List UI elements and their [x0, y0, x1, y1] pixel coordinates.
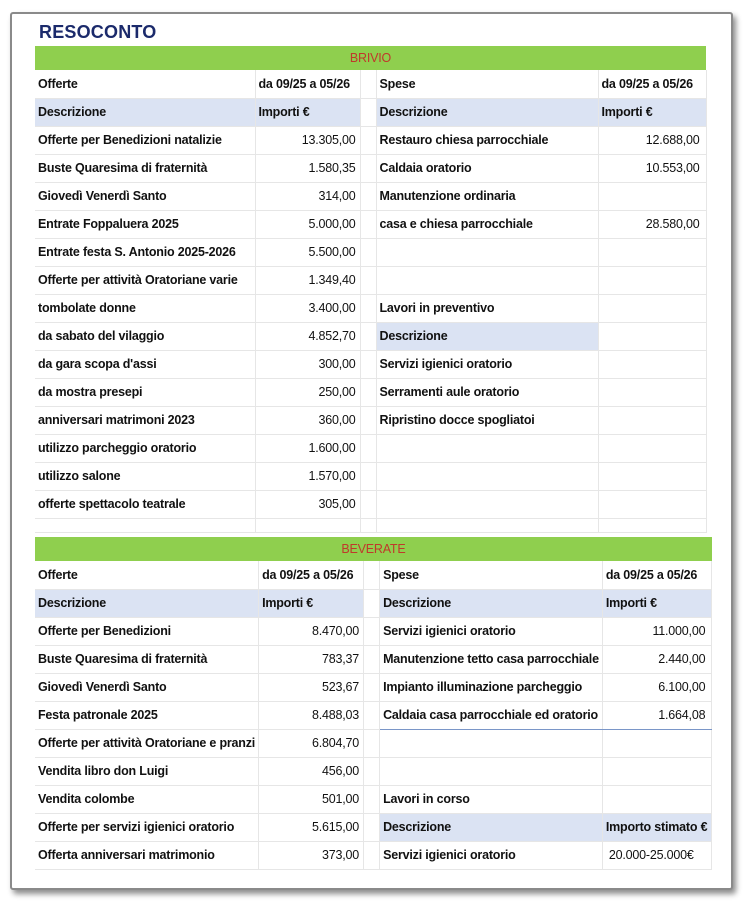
- spesa-importo: 20.000-25.000€: [602, 841, 711, 869]
- offerta-importo: 1.580,35: [255, 154, 360, 182]
- spesa-importo: 6.100,00: [602, 673, 711, 701]
- spesa-descrizione: Impianto illuminazione parcheggio: [380, 673, 603, 701]
- offerta-importo: 305,00: [255, 490, 360, 518]
- column-header-importi: Importi €: [598, 98, 706, 126]
- spesa-importo: [598, 238, 706, 266]
- spesa-importo: 12.688,00: [598, 126, 706, 154]
- offerta-importo: 8.470,00: [259, 617, 364, 645]
- offerta-importo: 5.500,00: [255, 238, 360, 266]
- offerta-importo: 501,00: [259, 785, 364, 813]
- offerta-importo: 360,00: [255, 406, 360, 434]
- offerta-descrizione: Entrate Foppaluera 2025: [35, 210, 255, 238]
- spesa-importo: 28.580,00: [598, 210, 706, 238]
- spesa-importo: [598, 462, 706, 490]
- spesa-importo: [598, 182, 706, 210]
- spesa-descrizione: Caldaia oratorio: [376, 154, 598, 182]
- offerta-importo: 300,00: [255, 350, 360, 378]
- table-row: [35, 210, 706, 238]
- offerta-importo: 6.804,70: [259, 729, 364, 757]
- spesa-importo: [598, 490, 706, 518]
- table-row: [35, 406, 706, 434]
- offerta-importo: 250,00: [255, 378, 360, 406]
- table-row: [35, 701, 712, 729]
- column-header-descrizione: Descrizione: [376, 98, 598, 126]
- table-row: [35, 378, 706, 406]
- table-row: [35, 182, 706, 210]
- spese-caption: Spese: [380, 561, 603, 589]
- offerta-importo: 4.852,70: [255, 322, 360, 350]
- spesa-importo: [598, 294, 706, 322]
- offerta-importo: 5.000,00: [255, 210, 360, 238]
- offerta-descrizione: Offerte per attività Oratoriane e pranzi: [35, 729, 259, 757]
- spesa-importo: 10.553,00: [598, 154, 706, 182]
- spesa-descrizione: Descrizione: [376, 322, 598, 350]
- table-row: [35, 294, 706, 322]
- offerta-importo: 1.349,40: [255, 266, 360, 294]
- spesa-descrizione: Descrizione: [380, 813, 603, 841]
- spesa-descrizione: [380, 757, 603, 785]
- spesa-descrizione: [380, 729, 603, 757]
- offerta-importo: 5.615,00: [259, 813, 364, 841]
- offerte-period: da 09/25 a 05/26: [259, 561, 364, 589]
- table-row: [35, 841, 712, 869]
- table-row: [35, 462, 706, 490]
- table-row: [35, 757, 712, 785]
- spesa-descrizione: [376, 434, 598, 462]
- spacer-row: [35, 518, 706, 532]
- table-row: [35, 350, 706, 378]
- column-header-descrizione: Descrizione: [35, 98, 255, 126]
- spesa-descrizione: Lavori in preventivo: [376, 294, 598, 322]
- offerta-importo: 3.400,00: [255, 294, 360, 322]
- table-row: [35, 729, 712, 757]
- column-header-importi: Importi €: [255, 98, 360, 126]
- table-row: [35, 490, 706, 518]
- spesa-descrizione: Restauro chiesa parrocchiale: [376, 126, 598, 154]
- spesa-descrizione: [376, 462, 598, 490]
- spesa-importo: [598, 266, 706, 294]
- beverate-table: [35, 537, 712, 870]
- offerta-descrizione: Offerte per Benedizioni natalizie: [35, 126, 255, 154]
- spesa-importo: Importo stimato €: [602, 813, 711, 841]
- table-row: [35, 238, 706, 266]
- spese-caption: Spese: [376, 70, 598, 98]
- spesa-importo: [598, 350, 706, 378]
- spesa-descrizione: [376, 490, 598, 518]
- table-row: [35, 645, 712, 673]
- offerta-descrizione: Giovedì Venerdì Santo: [35, 673, 259, 701]
- table-row: [35, 322, 706, 350]
- spesa-importo: [598, 406, 706, 434]
- offerte-period: da 09/25 a 05/26: [255, 70, 360, 98]
- offerta-descrizione: anniversari matrimoni 2023: [35, 406, 255, 434]
- table-row: [35, 673, 712, 701]
- offerta-descrizione: Offerte per Benedizioni: [35, 617, 259, 645]
- spesa-descrizione: Manutenzione tetto casa parrocchiale: [380, 645, 603, 673]
- table-row: [35, 126, 706, 154]
- spesa-descrizione: Servizi igienici oratorio: [376, 350, 598, 378]
- report-title: RESOCONTO: [39, 22, 157, 42]
- spesa-importo: 11.000,00: [602, 617, 711, 645]
- offerta-descrizione: Buste Quaresima di fraternità: [35, 154, 255, 182]
- spesa-descrizione: [376, 238, 598, 266]
- brivio-table: [35, 46, 707, 533]
- spesa-importo: 1.664,08: [602, 701, 711, 729]
- offerta-importo: 13.305,00: [255, 126, 360, 154]
- offerte-caption: Offerte: [35, 70, 255, 98]
- spesa-descrizione: [376, 266, 598, 294]
- offerta-descrizione: Offerta anniversari matrimonio: [35, 841, 259, 869]
- offerta-importo: 373,00: [259, 841, 364, 869]
- spesa-importo: [602, 785, 711, 813]
- spesa-descrizione: Serramenti aule oratorio: [376, 378, 598, 406]
- offerte-caption: Offerte: [35, 561, 259, 589]
- offerta-descrizione: offerte spettacolo teatrale: [35, 490, 255, 518]
- offerta-importo: 1.600,00: [255, 434, 360, 462]
- column-header-importi: Importi €: [602, 589, 711, 617]
- offerta-descrizione: Festa patronale 2025: [35, 701, 259, 729]
- spesa-importo: [602, 757, 711, 785]
- offerta-importo: 1.570,00: [255, 462, 360, 490]
- offerta-descrizione: da mostra presepi: [35, 378, 255, 406]
- spesa-descrizione: Lavori in corso: [380, 785, 603, 813]
- spesa-importo: 2.440,00: [602, 645, 711, 673]
- offerta-importo: 456,00: [259, 757, 364, 785]
- spesa-importo: [598, 378, 706, 406]
- column-header-importi: Importi €: [259, 589, 364, 617]
- table-row: [35, 617, 712, 645]
- section-header-beverate: BEVERATE: [35, 537, 712, 561]
- offerta-importo: 8.488,03: [259, 701, 364, 729]
- offerta-descrizione: Entrate festa S. Antonio 2025-2026: [35, 238, 255, 266]
- spesa-descrizione: Servizi igienici oratorio: [380, 841, 603, 869]
- column-header-descrizione: Descrizione: [380, 589, 603, 617]
- offerta-descrizione: Vendita libro don Luigi: [35, 757, 259, 785]
- column-header-descrizione: Descrizione: [35, 589, 259, 617]
- section-header-brivio: BRIVIO: [35, 46, 706, 70]
- offerta-descrizione: Buste Quaresima di fraternità: [35, 645, 259, 673]
- spesa-importo: [598, 434, 706, 462]
- spesa-importo: [602, 729, 711, 757]
- offerta-descrizione: utilizzo parcheggio oratorio: [35, 434, 255, 462]
- spesa-descrizione: casa e chiesa parrocchiale: [376, 210, 598, 238]
- table-row: [35, 154, 706, 182]
- offerta-descrizione: Giovedì Venerdì Santo: [35, 182, 255, 210]
- spesa-descrizione: Ripristino docce spogliatoi: [376, 406, 598, 434]
- offerta-descrizione: Offerte per servizi igienici oratorio: [35, 813, 259, 841]
- table-row: [35, 785, 712, 813]
- spesa-descrizione: Manutenzione ordinaria: [376, 182, 598, 210]
- table-row: [35, 266, 706, 294]
- offerta-descrizione: tombolate donne: [35, 294, 255, 322]
- offerta-descrizione: Offerte per attività Oratoriane varie: [35, 266, 255, 294]
- spesa-descrizione: Servizi igienici oratorio: [380, 617, 603, 645]
- spese-period: da 09/25 a 05/26: [598, 70, 706, 98]
- offerta-descrizione: da gara scopa d'assi: [35, 350, 255, 378]
- offerta-importo: 314,00: [255, 182, 360, 210]
- spesa-importo: [598, 322, 706, 350]
- spese-period: da 09/25 a 05/26: [602, 561, 711, 589]
- offerta-descrizione: da sabato del vilaggio: [35, 322, 255, 350]
- table-row: [35, 434, 706, 462]
- offerta-importo: 523,67: [259, 673, 364, 701]
- offerta-importo: 783,37: [259, 645, 364, 673]
- table-row: [35, 813, 712, 841]
- spesa-descrizione: Caldaia casa parrocchiale ed oratorio: [380, 701, 603, 729]
- offerta-descrizione: utilizzo salone: [35, 462, 255, 490]
- offerta-descrizione: Vendita colombe: [35, 785, 259, 813]
